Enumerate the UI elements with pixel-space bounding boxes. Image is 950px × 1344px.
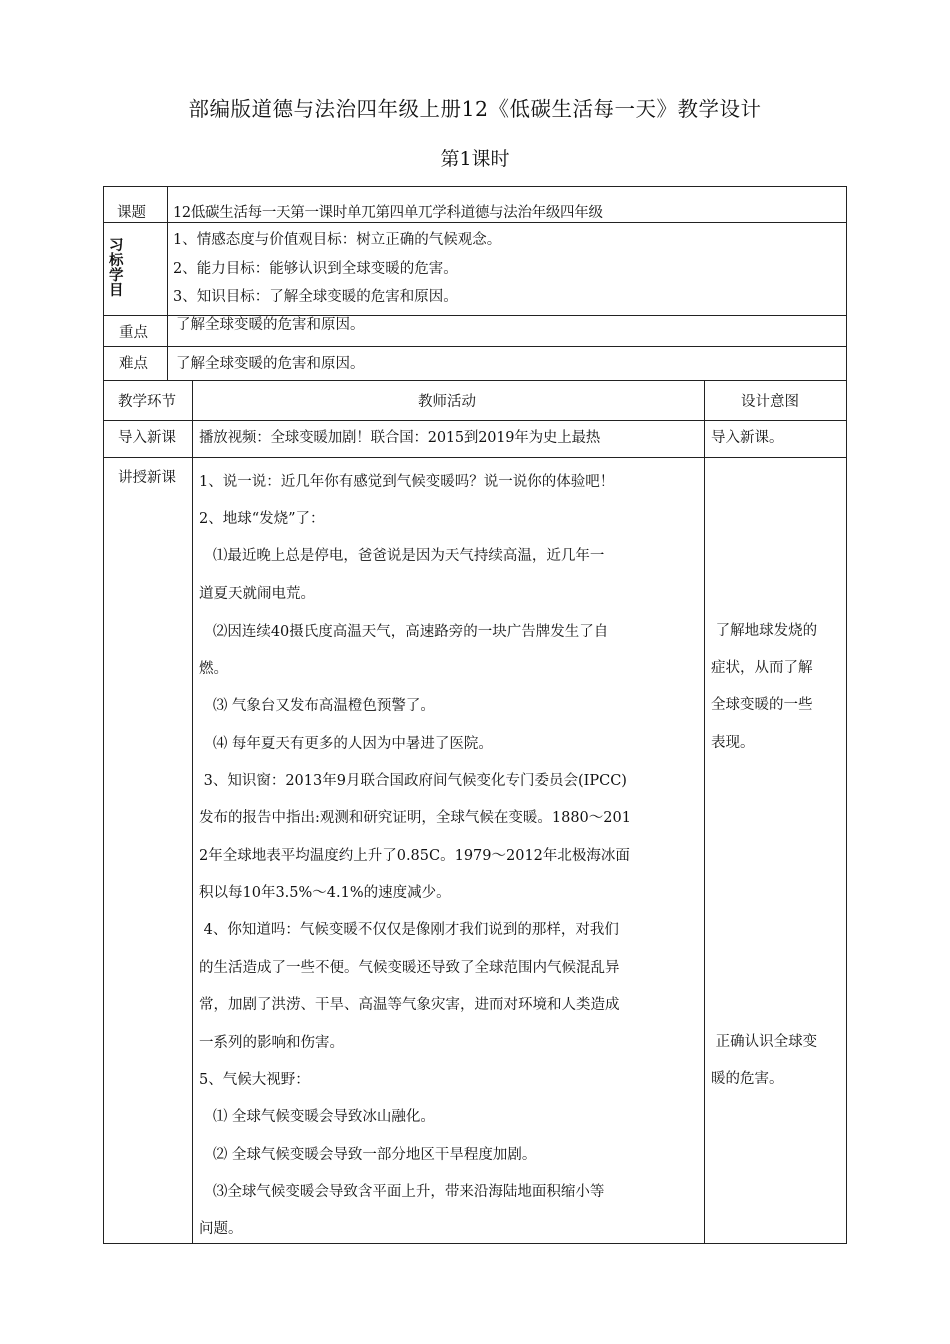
goals-label-char: 标 [109, 252, 124, 269]
goals-label-char: 目 [109, 282, 124, 299]
lecture-line: 4、你知道吗：气候变暖不仅仅是像刚才我们说到的那样，对我们 [199, 922, 619, 938]
lecture-stage: 讲授新课 [118, 470, 176, 486]
lecture-line: ⑵因连续40摄氏度高温天气，高速路旁的一块广告牌发生了自 [199, 624, 609, 640]
lecture-line: 燃。 [199, 661, 228, 677]
lecture-line: 2年全球地表平均温度约上升了0.85C。1979〜2012年北极海冰面 [199, 848, 630, 864]
lecture-line: 常，加剧了洪涝、干旱、高温等气象灾害，进而对环境和人类造成 [199, 997, 620, 1013]
intent-line: 暖的危害。 [711, 1071, 784, 1087]
lecture-line: 5、气候大视野： [199, 1072, 310, 1088]
intent-line: 全球变暖的一些 [711, 697, 813, 713]
difficulty-value: 了解全球变暖的危害和原因。 [176, 356, 365, 372]
lecture-line: ⑵ 全球气候变暖会导致一部分地区干旱程度加剧。 [199, 1147, 537, 1163]
lecture-line: 2、地球“发烧”了： [199, 511, 325, 527]
lecture-line: 3、知识窗：2013年9月联合国政府间气候变化专门委员会(IPCC) [199, 773, 627, 789]
goal-item: 2、能力目标：能够认识到全球变暖的危害。 [173, 261, 458, 277]
lecture-line: 的生活造成了一些不便。气候变暖还导致了全球范围内气候混乱异 [199, 960, 620, 976]
lecture-line: 一系列的影响和伤害。 [199, 1035, 344, 1051]
col-divider [704, 380, 705, 1244]
lecture-line: 1、说一说：近几年你有感觉到气候变暖吗？说一说你的体验吧！ [199, 474, 615, 490]
table-border-bottom [103, 1243, 847, 1244]
col-divider [167, 186, 168, 381]
intent-line: 表现。 [711, 735, 755, 751]
intent-line: 正确认识全球变 [711, 1034, 818, 1050]
intro-intent: 导入新课。 [711, 430, 784, 446]
row-divider [103, 222, 847, 223]
col-divider [192, 380, 193, 1244]
topic-label: 课题 [117, 205, 146, 221]
lecture-line: 发布的报告中指出:观测和研究证明，全球气候在变暖。1880〜201 [199, 810, 631, 826]
intro-teacher-activity: 播放视频：全球变暖加剧！联合国：2015到2019年为史上最热 [199, 430, 601, 446]
lecture-line: ⑴ 全球气候变暖会导致冰山融化。 [199, 1109, 435, 1125]
intent-line: 了解地球发烧的 [711, 623, 818, 639]
difficulty-label: 难点 [119, 356, 148, 372]
lecture-line: 道夏天就闹电荒。 [199, 586, 315, 602]
goal-item: 3、知识目标：了解全球变暖的危害和原因。 [173, 289, 458, 305]
row-divider [103, 346, 847, 347]
lecture-line: ⑷ 每年夏天有更多的人因为中暑进了医院。 [199, 736, 493, 752]
table-border-left [103, 186, 104, 1244]
topic-value: 12低碳生活每一天第一课时单兀第四单兀学科道德与法治年级四年级 [173, 205, 603, 221]
intent-line: 症状，从而了解 [711, 660, 813, 676]
intro-stage: 导入新课 [118, 430, 176, 446]
goals-label-char: 习 [109, 237, 124, 254]
column-header-intent: 设计意图 [741, 394, 799, 410]
row-divider [103, 420, 847, 421]
lecture-line: ⑶全球气候变暖会导致含平面上升，带来沿海陆地面积缩小等 [199, 1184, 605, 1200]
goals-label [109, 238, 125, 298]
column-header-teacher: 教师活动 [418, 394, 476, 410]
document-title: 部编版道德与法治四年级上册12《低碳生活每一天》教学设计 [188, 97, 762, 121]
row-divider [103, 457, 847, 458]
lecture-line: 问题。 [199, 1221, 243, 1237]
row-divider [103, 315, 847, 316]
lecture-line: 积以每10年3.5%〜4.1%的速度减少。 [199, 885, 451, 901]
row-divider [103, 380, 847, 381]
key-point-value: 了解全球变暖的危害和原因。 [176, 317, 365, 333]
key-point-label: 重点 [119, 325, 148, 341]
table-border-right [846, 186, 847, 1244]
goal-item: 1、情感态度与价值观目标：树立正确的气候观念。 [173, 232, 502, 248]
document-subtitle: 第1课时 [440, 148, 510, 170]
table-border-top [103, 186, 847, 187]
goals-label-char: 学 [109, 267, 124, 284]
lecture-line: ⑴最近晚上总是停电，爸爸说是因为天气持续高温，近几年一 [199, 548, 605, 564]
column-header-stage: 教学环节 [118, 394, 176, 410]
lecture-line: ⑶ 气象台又发布高温橙色预警了。 [199, 698, 435, 714]
